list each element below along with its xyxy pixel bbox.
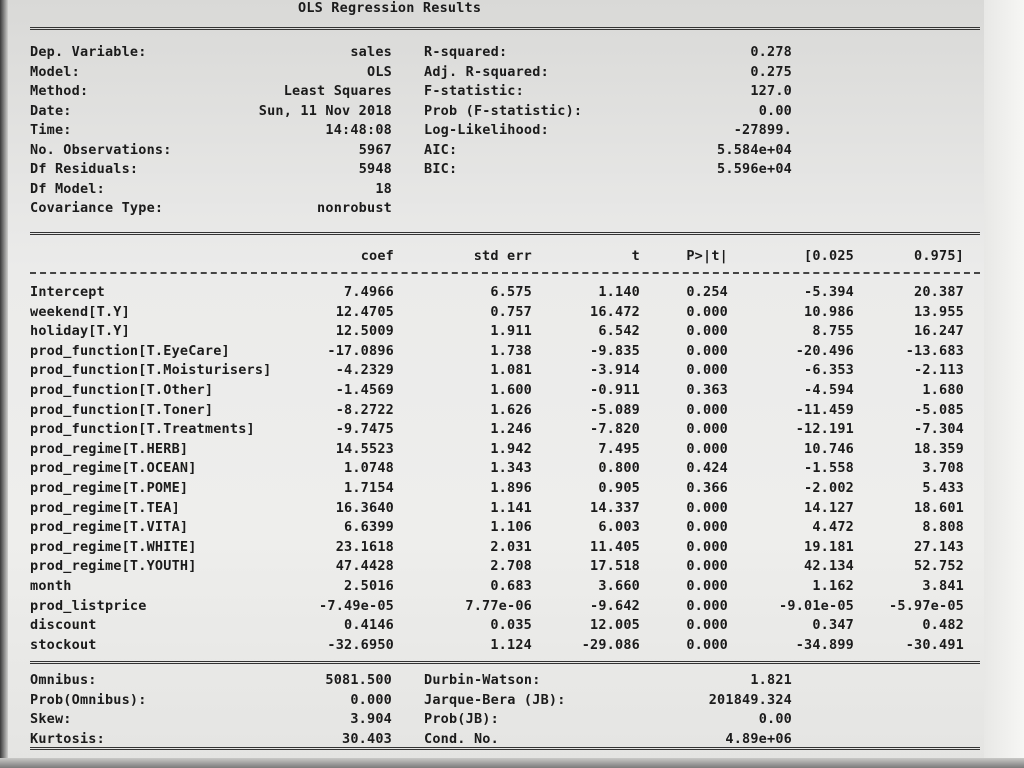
- ci-lower-value: -4.594: [804, 382, 854, 398]
- p-value: 0.000: [686, 401, 728, 418]
- std-err-value: 6.575: [490, 284, 532, 300]
- p-value: 0.000: [686, 362, 728, 379]
- p-value: 0.000: [686, 558, 728, 575]
- model-info-value: 5967: [358, 141, 392, 158]
- coef-value: 12.5009: [335, 323, 394, 340]
- monitor-bezel-left: [0, 0, 8, 768]
- variable-name: prod_function[T.Treatments]: [30, 421, 255, 438]
- table-row: [22, 304, 982, 320]
- variable-name: stockout: [30, 636, 97, 653]
- diagnostic-label: Prob(JB):: [424, 711, 499, 727]
- ci-lower-value: -12.191: [795, 421, 854, 438]
- model-info-label: Method:: [30, 83, 89, 99]
- p-value: 0.424: [686, 460, 728, 477]
- table-row: [22, 637, 982, 653]
- table-row: [22, 460, 982, 476]
- p-value: 0.000: [686, 342, 728, 359]
- coef-value: -9.7475: [335, 421, 394, 438]
- coef-header-ci-upper: 0.975]: [914, 248, 964, 264]
- diagnostic-value: 0.000: [350, 691, 392, 708]
- ci-lower-value: -20.496: [795, 342, 854, 359]
- ci-lower-value: -2.002: [804, 480, 854, 496]
- coef-header-ci-lower: [0.025: [804, 248, 854, 264]
- table-row: [22, 480, 982, 496]
- model-info-value: Least Squares: [283, 83, 392, 99]
- variable-name: prod_regime[T.VITA]: [30, 519, 189, 536]
- coef-table-bottom-rule: [30, 661, 980, 664]
- t-value: 17.518: [590, 558, 640, 575]
- std-err-value: 1.343: [490, 460, 532, 477]
- table-row: [22, 578, 982, 594]
- t-value: -29.086: [581, 636, 640, 653]
- ci-upper-value: 16.247: [914, 323, 964, 340]
- p-value: 0.000: [686, 617, 728, 634]
- coef-value: 16.3640: [335, 499, 394, 516]
- model-info-label: Prob (F-statistic):: [424, 102, 583, 119]
- diagnostic-label: Prob(Omnibus):: [30, 691, 147, 708]
- ci-upper-value: -7.304: [914, 421, 964, 438]
- std-err-value: 1.738: [490, 342, 532, 359]
- table-row: [22, 402, 982, 418]
- coef-value: -1.4569: [335, 382, 394, 398]
- coef-value: -4.2329: [335, 362, 394, 379]
- ci-lower-value: 10.746: [804, 440, 854, 457]
- ci-lower-value: 8.755: [812, 323, 854, 340]
- t-value: 0.905: [598, 480, 640, 496]
- variable-name: month: [30, 578, 72, 594]
- model-info-label: Model:: [30, 63, 80, 80]
- ci-upper-value: -30.491: [905, 636, 964, 653]
- ci-lower-value: 19.181: [804, 538, 854, 555]
- table-row: [22, 343, 982, 359]
- model-info-bottom-rule: [30, 232, 980, 235]
- coef-header-rule: [30, 272, 980, 274]
- p-value: 0.000: [686, 303, 728, 320]
- regression-summary: [22, 0, 982, 754]
- table-row: [22, 382, 982, 398]
- table-row: [22, 519, 982, 535]
- model-info-label: Log-Likelihood:: [424, 122, 549, 138]
- table-row: [22, 500, 982, 516]
- diagnostic-value: 201849.324: [708, 691, 792, 708]
- ci-upper-value: 8.808: [922, 519, 964, 536]
- table-row: [22, 598, 982, 614]
- t-value: 16.472: [590, 303, 640, 320]
- t-value: -9.642: [590, 597, 640, 614]
- table-row: [22, 617, 982, 633]
- variable-name: prod_regime[T.TEA]: [30, 499, 180, 516]
- p-value: 0.000: [686, 421, 728, 438]
- t-value: -3.914: [590, 362, 640, 379]
- ci-lower-value: 10.986: [804, 303, 854, 320]
- diagnostic-label: Omnibus:: [30, 672, 97, 688]
- std-err-value: 0.035: [490, 617, 532, 634]
- p-value: 0.363: [686, 382, 728, 398]
- t-value: 11.405: [590, 538, 640, 555]
- coef-value: 14.5523: [335, 440, 394, 457]
- ci-upper-value: 13.955: [914, 303, 964, 320]
- std-err-value: 1.942: [490, 440, 532, 457]
- ci-upper-value: -2.113: [914, 362, 964, 379]
- ci-lower-value: 14.127: [804, 499, 854, 516]
- ci-lower-value: 42.134: [804, 558, 854, 575]
- model-info-value: 5.596e+04: [717, 161, 792, 177]
- p-value: 0.000: [686, 440, 728, 457]
- model-info-value: 14:48:08: [325, 122, 392, 138]
- ci-lower-value: 0.347: [812, 617, 854, 634]
- ci-upper-value: 0.482: [922, 617, 964, 634]
- std-err-value: 1.081: [490, 362, 532, 379]
- model-info-value: 5948: [358, 161, 392, 177]
- diagnostic-label: Durbin-Watson:: [424, 672, 541, 688]
- summary-title: OLS Regression Results: [298, 0, 482, 16]
- t-value: 0.800: [598, 460, 640, 477]
- table-row: [22, 284, 982, 300]
- p-value: 0.000: [686, 636, 728, 653]
- p-value: 0.366: [686, 480, 728, 496]
- model-info-value: 127.0: [750, 83, 792, 99]
- model-info-value: sales: [350, 44, 392, 60]
- variable-name: holiday[T.Y]: [30, 323, 130, 340]
- std-err-value: 1.106: [490, 519, 532, 536]
- model-info-label: Df Model:: [30, 180, 105, 197]
- coef-header-coef: coef: [360, 248, 394, 264]
- ci-upper-value: 18.601: [914, 499, 964, 516]
- model-info-value: OLS: [367, 63, 392, 80]
- std-err-value: 1.141: [490, 499, 532, 516]
- p-value: 0.000: [686, 499, 728, 516]
- t-value: -7.820: [590, 421, 640, 438]
- coef-value: 23.1618: [335, 538, 394, 555]
- coef-value: -17.0896: [327, 342, 394, 359]
- p-value: 0.000: [686, 519, 728, 536]
- coef-value: 1.0748: [344, 460, 394, 477]
- table-row: [22, 362, 982, 378]
- std-err-value: 2.708: [490, 558, 532, 575]
- diagnostic-label: Cond. No.: [424, 730, 499, 747]
- model-info-label: R-squared:: [424, 44, 508, 60]
- coef-value: 1.7154: [344, 480, 394, 496]
- ci-upper-value: 20.387: [914, 284, 964, 300]
- variable-name: weekend[T.Y]: [30, 303, 130, 320]
- ci-upper-value: -5.97e-05: [889, 597, 964, 614]
- variable-name: prod_regime[T.OCEAN]: [30, 460, 197, 477]
- ci-upper-value: 1.680: [922, 382, 964, 398]
- model-info-label: AIC:: [424, 141, 458, 158]
- variable-name: prod_function[T.Toner]: [30, 401, 214, 418]
- diagnostic-value: 5081.500: [325, 672, 392, 688]
- diagnostic-label: Kurtosis:: [30, 730, 105, 747]
- p-value: 0.000: [686, 538, 728, 555]
- variable-name: prod_regime[T.WHITE]: [30, 538, 197, 555]
- ci-upper-value: -5.085: [914, 401, 964, 418]
- diagnostic-value: 4.89e+06: [725, 730, 792, 747]
- ci-upper-value: 27.143: [914, 538, 964, 555]
- coef-value: 0.4146: [344, 617, 394, 634]
- variable-name: Intercept: [30, 284, 105, 300]
- ci-lower-value: -5.394: [804, 284, 854, 300]
- diagnostic-value: 30.403: [342, 730, 392, 747]
- t-value: 7.495: [598, 440, 640, 457]
- ci-lower-value: -1.558: [804, 460, 854, 477]
- variable-name: prod_regime[T.POME]: [30, 480, 189, 496]
- model-info-value: nonrobust: [317, 200, 392, 216]
- model-info-value: 0.278: [750, 44, 792, 60]
- table-row: [22, 323, 982, 339]
- coef-value: 7.4966: [344, 284, 394, 300]
- t-value: 12.005: [590, 617, 640, 634]
- diagnostic-value: 1.821: [750, 672, 792, 688]
- std-err-value: 1.896: [490, 480, 532, 496]
- diagnostic-value: 0.00: [758, 711, 792, 727]
- std-err-value: 1.626: [490, 401, 532, 418]
- ci-lower-value: -11.459: [795, 401, 854, 418]
- coef-value: -7.49e-05: [319, 597, 394, 614]
- t-value: 6.003: [598, 519, 640, 536]
- model-info-label: Date:: [30, 102, 72, 119]
- diagnostic-label: Jarque-Bera (JB):: [424, 691, 566, 708]
- monitor-bezel-right: [984, 0, 1024, 768]
- model-info-value: 0.00: [758, 102, 792, 119]
- variable-name: prod_regime[T.YOUTH]: [30, 558, 197, 575]
- std-err-value: 1.600: [490, 382, 532, 398]
- ci-lower-value: -6.353: [804, 362, 854, 379]
- std-err-value: 1.124: [490, 636, 532, 653]
- p-value: 0.000: [686, 323, 728, 340]
- model-info-label: No. Observations:: [30, 141, 172, 158]
- model-info-value: 0.275: [750, 63, 792, 80]
- variable-name: prod_function[T.Moisturisers]: [30, 362, 272, 379]
- t-value: -0.911: [590, 382, 640, 398]
- std-err-value: 1.246: [490, 421, 532, 438]
- variable-name: prod_listprice: [30, 597, 147, 614]
- ci-lower-value: -9.01e-05: [779, 597, 854, 614]
- model-info-label: Adj. R-squared:: [424, 63, 549, 80]
- std-err-value: 0.757: [490, 303, 532, 320]
- std-err-value: 2.031: [490, 538, 532, 555]
- t-value: 6.542: [598, 323, 640, 340]
- model-info-label: Time:: [30, 122, 72, 138]
- table-row: [22, 421, 982, 437]
- coef-value: 6.6399: [344, 519, 394, 536]
- table-row: [22, 558, 982, 574]
- table-row: [22, 441, 982, 457]
- model-info-value: -27899.: [733, 122, 792, 138]
- variable-name: prod_function[T.EyeCare]: [30, 342, 230, 359]
- coef-value: 12.4705: [335, 303, 394, 320]
- std-err-value: 0.683: [490, 578, 532, 594]
- ci-upper-value: 3.708: [922, 460, 964, 477]
- t-value: 3.660: [598, 578, 640, 594]
- coef-header-p: P>|t|: [686, 248, 728, 264]
- t-value: -9.835: [590, 342, 640, 359]
- std-err-value: 7.77e-06: [465, 597, 532, 614]
- ci-upper-value: 52.752: [914, 558, 964, 575]
- t-value: 14.337: [590, 499, 640, 516]
- coef-value: 2.5016: [344, 578, 394, 594]
- p-value: 0.000: [686, 597, 728, 614]
- model-info-label: Df Residuals:: [30, 161, 139, 177]
- diagnostic-value: 3.904: [350, 711, 392, 727]
- ci-upper-value: 18.359: [914, 440, 964, 457]
- p-value: 0.000: [686, 578, 728, 594]
- model-info-value: 5.584e+04: [717, 141, 792, 158]
- top-rule: [30, 27, 980, 30]
- monitor-bezel-bottom: [0, 758, 1024, 768]
- coef-header-t: t: [631, 248, 640, 264]
- ci-lower-value: -34.899: [795, 636, 854, 653]
- ci-upper-value: 3.841: [922, 578, 964, 594]
- table-row: [22, 539, 982, 555]
- coef-header-std-err: std err: [473, 248, 532, 264]
- coef-value: -32.6950: [327, 636, 394, 653]
- variable-name: discount: [30, 617, 97, 634]
- model-info-label: Dep. Variable:: [30, 44, 147, 60]
- ci-lower-value: 4.472: [812, 519, 854, 536]
- std-err-value: 1.911: [490, 323, 532, 340]
- variable-name: prod_regime[T.HERB]: [30, 440, 189, 457]
- diagnostic-label: Skew:: [30, 711, 72, 727]
- model-info-label: F-statistic:: [424, 83, 524, 99]
- ci-upper-value: -13.683: [905, 342, 964, 359]
- model-info-label: Covariance Type:: [30, 200, 164, 216]
- ci-lower-value: 1.162: [812, 578, 854, 594]
- t-value: -5.089: [590, 401, 640, 418]
- bottom-rule: [30, 747, 980, 750]
- ci-upper-value: 5.433: [922, 480, 964, 496]
- model-info-value: 18: [375, 180, 392, 197]
- variable-name: prod_function[T.Other]: [30, 382, 214, 398]
- t-value: 1.140: [598, 284, 640, 300]
- model-info-label: BIC:: [424, 161, 458, 177]
- coef-value: 47.4428: [335, 558, 394, 575]
- coef-value: -8.2722: [335, 401, 394, 418]
- p-value: 0.254: [686, 284, 728, 300]
- model-info-value: Sun, 11 Nov 2018: [258, 102, 392, 119]
